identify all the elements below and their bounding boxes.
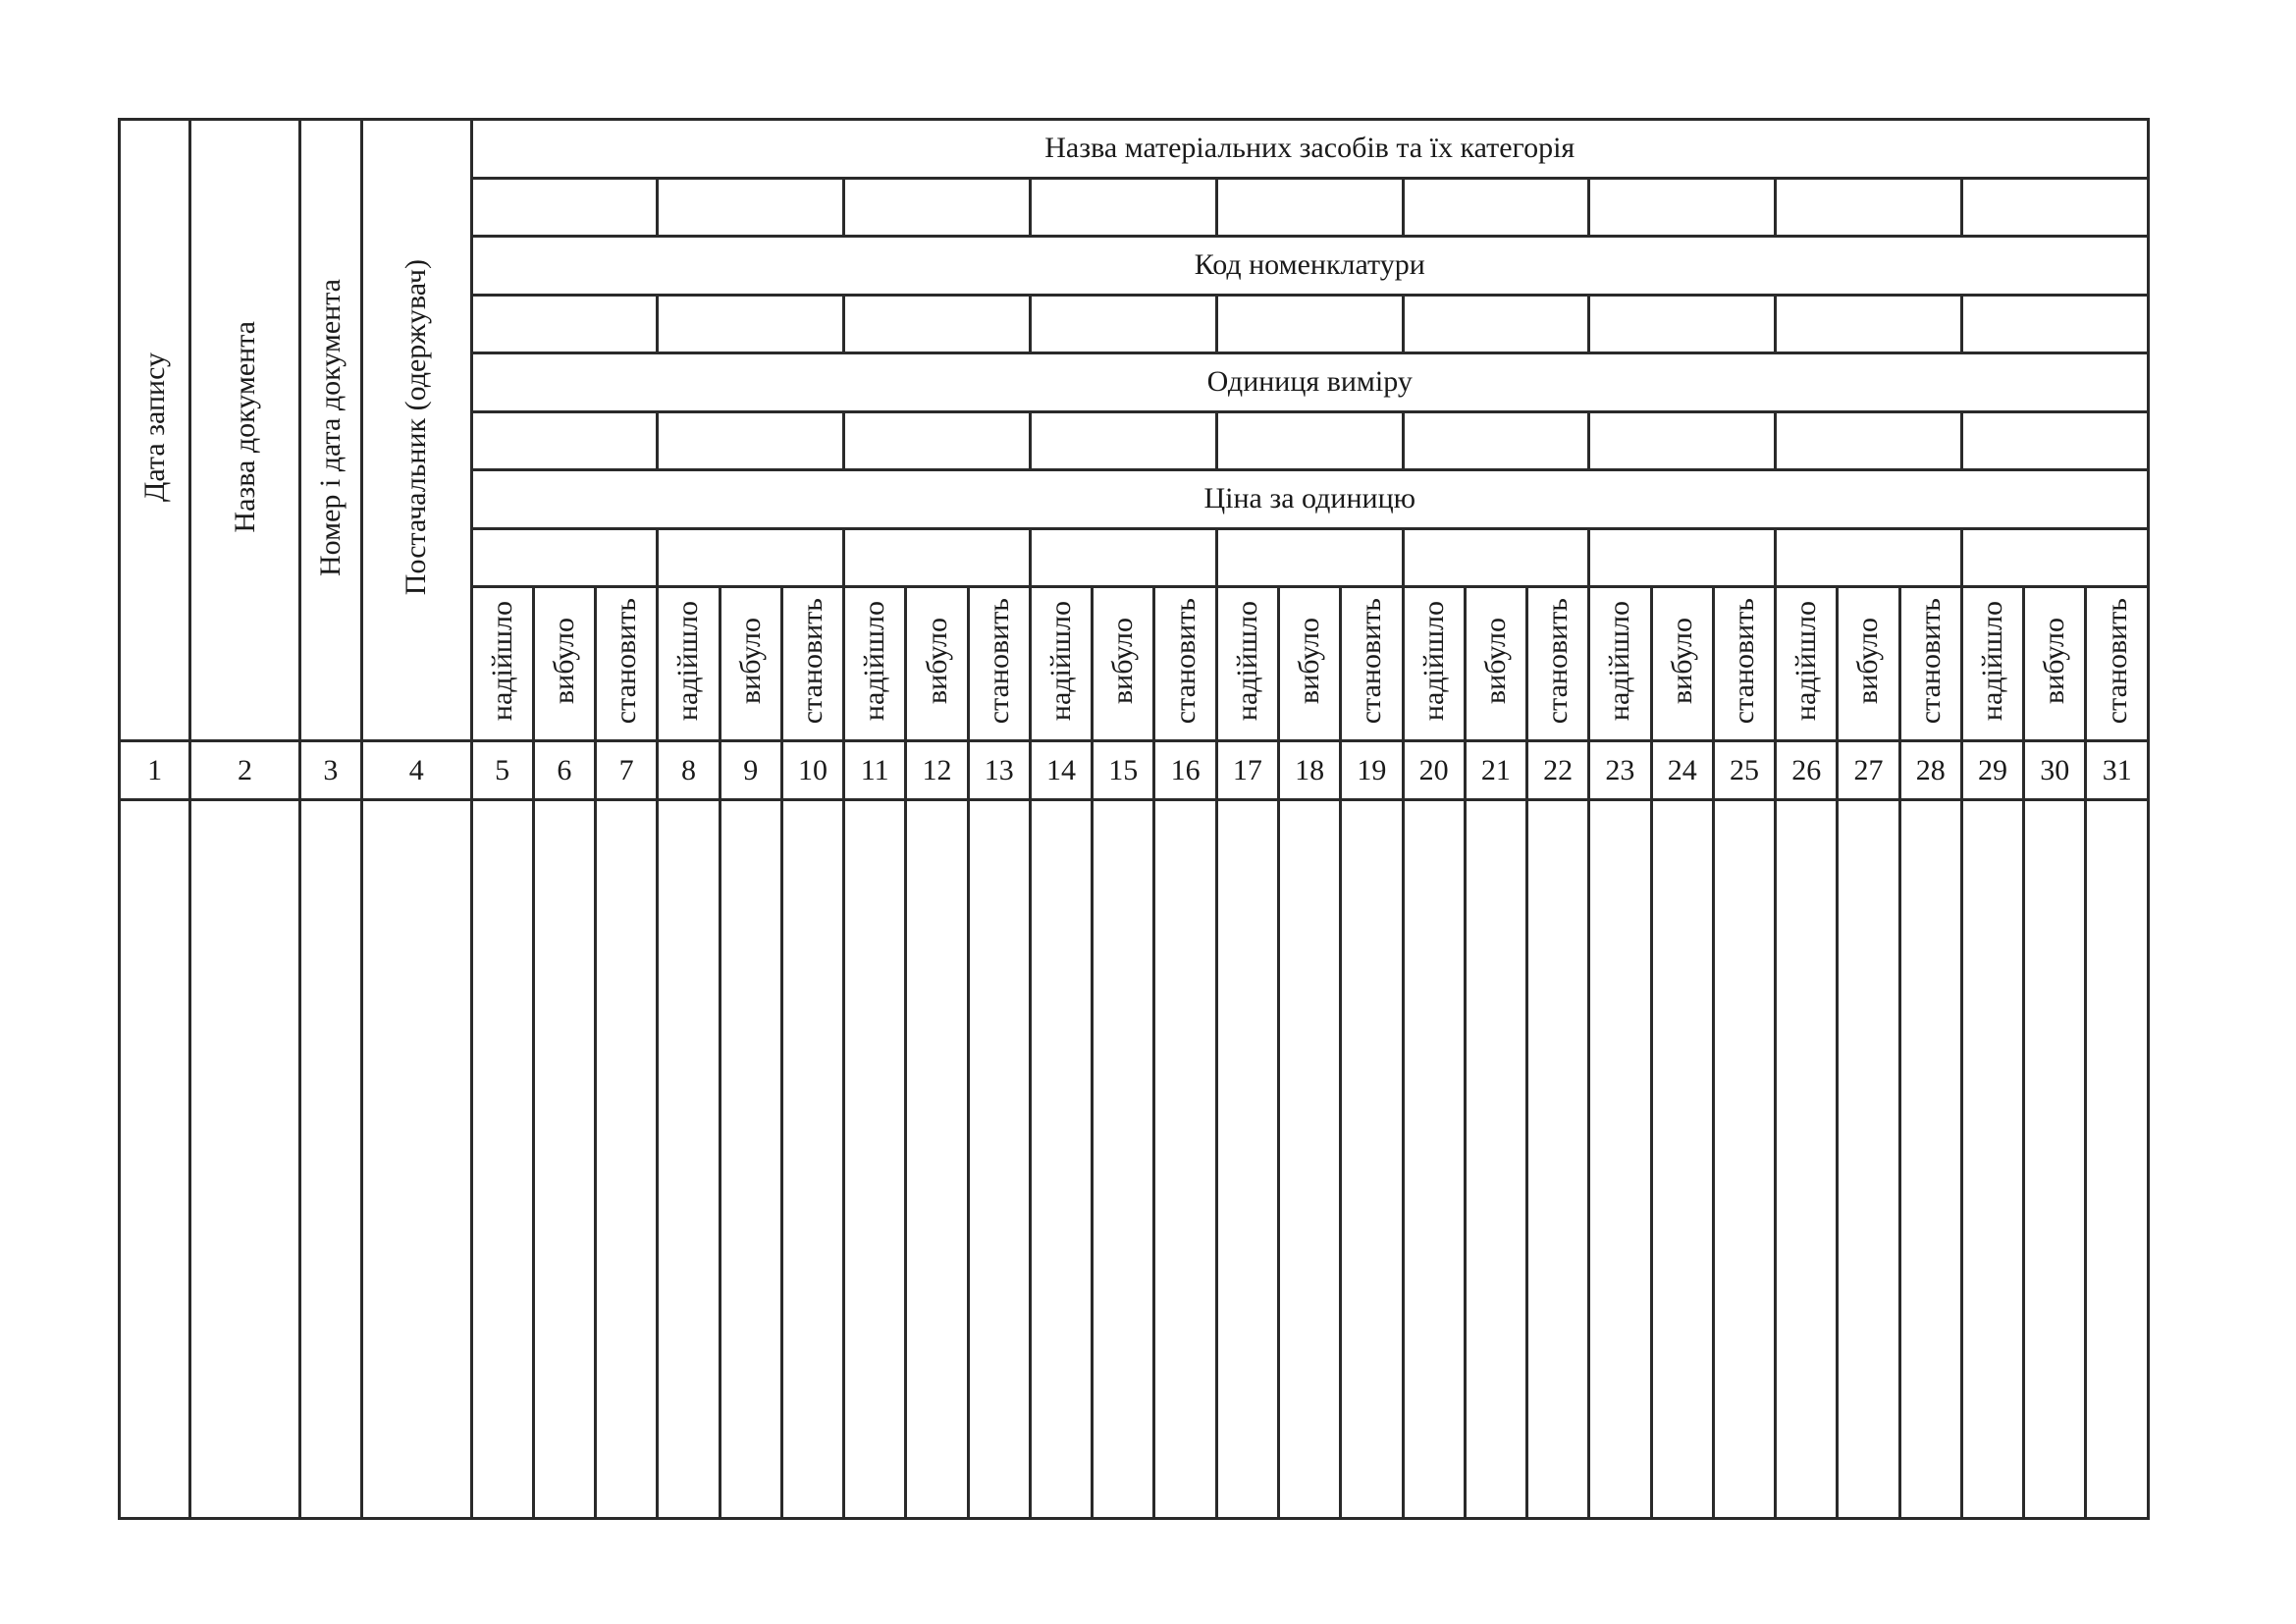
- column-number: 4: [362, 741, 471, 800]
- sub-column-header: [1776, 587, 1838, 741]
- column-number: 2: [190, 741, 299, 800]
- entry-cell[interactable]: [1713, 800, 1775, 1519]
- group-value-cell[interactable]: [1216, 528, 1403, 587]
- sub-column-label: вибуло: [1478, 618, 1512, 704]
- entry-cell[interactable]: [720, 800, 781, 1519]
- entry-cell[interactable]: [1216, 800, 1278, 1519]
- group-value-cell[interactable]: [1030, 411, 1216, 470]
- column-number: 31: [2086, 741, 2149, 800]
- entry-cell[interactable]: [2086, 800, 2149, 1519]
- sub-column-label: вибуло: [547, 618, 580, 704]
- sub-column-label: становить: [1168, 597, 1201, 725]
- sub-column-label: становить: [1355, 597, 1388, 725]
- group-value-cell[interactable]: [658, 528, 844, 587]
- table-row: [120, 120, 2149, 179]
- entry-cell[interactable]: [1341, 800, 1403, 1519]
- sub-column-header: [1403, 587, 1465, 741]
- sub-column-label: надійшло: [1230, 600, 1263, 722]
- sub-column-label: становить: [795, 597, 828, 725]
- entry-cell[interactable]: [471, 800, 533, 1519]
- sub-column-label: надійшло: [671, 600, 705, 722]
- column-number: 3: [299, 741, 361, 800]
- entry-cell[interactable]: [299, 800, 361, 1519]
- column-number: 17: [1216, 741, 1278, 800]
- entry-cell[interactable]: [844, 800, 906, 1519]
- group-value-cell[interactable]: [1589, 528, 1776, 587]
- sub-column-header: [1278, 587, 1340, 741]
- section-title-cell: [471, 120, 2148, 179]
- section-title-cell: [471, 237, 2148, 296]
- sub-column-header: [1838, 587, 1899, 741]
- section-title: Ціна за одиницю: [1203, 482, 1416, 515]
- table-row: [120, 800, 2149, 1519]
- sub-column-header: [1216, 587, 1278, 741]
- sub-column-header: [968, 587, 1030, 741]
- group-value-cell[interactable]: [844, 178, 1031, 237]
- entry-cell[interactable]: [1961, 800, 2023, 1519]
- group-value-cell[interactable]: [1216, 295, 1403, 353]
- sub-column-header: [720, 587, 781, 741]
- sub-column-header: [471, 587, 533, 741]
- entry-cell[interactable]: [120, 800, 190, 1519]
- column-number: 1: [120, 741, 190, 800]
- sub-column-header: [1030, 587, 1092, 741]
- group-value-cell[interactable]: [658, 411, 844, 470]
- sub-column-header: [658, 587, 720, 741]
- column-number: 5: [471, 741, 533, 800]
- group-value-cell[interactable]: [1776, 528, 1962, 587]
- sub-column-header: [1465, 587, 1526, 741]
- group-value-cell[interactable]: [1030, 528, 1216, 587]
- sub-column-label: вибуло: [2038, 618, 2071, 704]
- entry-cell[interactable]: [596, 800, 658, 1519]
- entry-cell[interactable]: [658, 800, 720, 1519]
- group-value-cell[interactable]: [1961, 295, 2148, 353]
- sub-column-label: становить: [982, 597, 1015, 725]
- sub-column-header: [1589, 587, 1651, 741]
- group-value-cell[interactable]: [471, 178, 658, 237]
- sub-column-label: вибуло: [733, 618, 767, 704]
- column-number: 26: [1776, 741, 1838, 800]
- column-number: 8: [658, 741, 720, 800]
- group-value-cell[interactable]: [844, 411, 1031, 470]
- section-title: Код номенклатури: [1194, 248, 1425, 282]
- entry-cell[interactable]: [781, 800, 843, 1519]
- fixed-column-header: [190, 120, 299, 741]
- entry-cell[interactable]: [1465, 800, 1526, 1519]
- column-number: 9: [720, 741, 781, 800]
- entry-cell[interactable]: [1154, 800, 1216, 1519]
- column-number: 30: [2024, 741, 2086, 800]
- sub-column-label: надійшло: [485, 600, 518, 722]
- group-value-cell[interactable]: [844, 528, 1031, 587]
- entry-cell[interactable]: [190, 800, 299, 1519]
- column-number: 24: [1651, 741, 1713, 800]
- fixed-column-label: Назва документа: [228, 321, 261, 533]
- sub-column-header: [1341, 587, 1403, 741]
- table-row: [120, 741, 2149, 800]
- sub-column-header: [596, 587, 658, 741]
- sub-column-label: вибуло: [1851, 618, 1885, 704]
- sub-column-label: становить: [2100, 597, 2133, 725]
- column-number: 15: [1093, 741, 1154, 800]
- sub-column-header: [906, 587, 968, 741]
- column-number: 18: [1278, 741, 1340, 800]
- column-number: 7: [596, 741, 658, 800]
- column-number: 12: [906, 741, 968, 800]
- fixed-column-label: Дата запису: [137, 352, 171, 503]
- sub-column-label: становить: [1727, 597, 1760, 725]
- group-value-cell[interactable]: [1961, 528, 2148, 587]
- sub-column-label: надійшло: [1603, 600, 1636, 722]
- group-value-cell[interactable]: [1030, 178, 1216, 237]
- group-value-cell[interactable]: [1961, 178, 2148, 237]
- entry-cell[interactable]: [1776, 800, 1838, 1519]
- entry-cell[interactable]: [968, 800, 1030, 1519]
- sub-column-label: вибуло: [1293, 618, 1326, 704]
- group-value-cell[interactable]: [1403, 178, 1589, 237]
- sub-column-label: надійшло: [1416, 600, 1450, 722]
- entry-cell[interactable]: [1093, 800, 1154, 1519]
- column-number: 29: [1961, 741, 2023, 800]
- column-number: 23: [1589, 741, 1651, 800]
- column-number: 21: [1465, 741, 1526, 800]
- column-number: 11: [844, 741, 906, 800]
- sub-column-label: вибуло: [1665, 618, 1698, 704]
- group-value-cell[interactable]: [1216, 178, 1403, 237]
- group-value-cell[interactable]: [658, 178, 844, 237]
- sub-column-header: [1899, 587, 1961, 741]
- group-value-cell[interactable]: [658, 295, 844, 353]
- section-title-cell: [471, 470, 2148, 529]
- entry-cell[interactable]: [1651, 800, 1713, 1519]
- sub-column-header: [2024, 587, 2086, 741]
- sub-column-header: [781, 587, 843, 741]
- entry-cell[interactable]: [533, 800, 595, 1519]
- section-title-cell: [471, 353, 2148, 412]
- column-number: 16: [1154, 741, 1216, 800]
- sub-column-header: [1154, 587, 1216, 741]
- column-number: 6: [533, 741, 595, 800]
- sub-column-label: вибуло: [920, 618, 953, 704]
- fixed-column-label: Номер і дата документа: [313, 278, 347, 576]
- group-value-cell[interactable]: [1589, 411, 1776, 470]
- section-title: Одиниця виміру: [1206, 365, 1413, 399]
- ledger-table: [118, 118, 2150, 1520]
- sub-column-label: вибуло: [1106, 618, 1140, 704]
- column-number: 20: [1403, 741, 1465, 800]
- entry-cell[interactable]: [1030, 800, 1092, 1519]
- fixed-column-label: Постачальник (одержувач): [400, 258, 433, 596]
- sub-column-header: [2086, 587, 2149, 741]
- sub-column-label: становить: [1913, 597, 1947, 725]
- group-value-cell[interactable]: [471, 295, 658, 353]
- column-number: 25: [1713, 741, 1775, 800]
- entry-cell[interactable]: [1403, 800, 1465, 1519]
- sub-column-header: [1093, 587, 1154, 741]
- group-value-cell[interactable]: [844, 295, 1031, 353]
- sub-column-header: [1713, 587, 1775, 741]
- group-value-cell[interactable]: [1403, 528, 1589, 587]
- sub-column-header: [1961, 587, 2023, 741]
- sub-column-label: становить: [1541, 597, 1575, 725]
- sub-column-label: надійшло: [1789, 600, 1823, 722]
- sub-column-label: становить: [610, 597, 643, 725]
- group-value-cell[interactable]: [471, 528, 658, 587]
- sub-column-header: [1527, 587, 1589, 741]
- group-value-cell[interactable]: [1776, 295, 1962, 353]
- column-number: 19: [1341, 741, 1403, 800]
- sub-column-header: [1651, 587, 1713, 741]
- fixed-column-header: [120, 120, 190, 741]
- group-value-cell[interactable]: [1589, 178, 1776, 237]
- section-title: Назва матеріальних засобів та їх категорія: [1044, 132, 1575, 165]
- ledger-form: [118, 118, 2150, 1517]
- sub-column-label: надійшло: [858, 600, 891, 722]
- group-value-cell[interactable]: [1216, 411, 1403, 470]
- fixed-column-header: [299, 120, 361, 741]
- fixed-column-header: [362, 120, 471, 741]
- entry-cell[interactable]: [1899, 800, 1961, 1519]
- group-value-cell[interactable]: [1776, 178, 1962, 237]
- entry-cell[interactable]: [1838, 800, 1899, 1519]
- group-value-cell[interactable]: [1776, 411, 1962, 470]
- entry-cell[interactable]: [1278, 800, 1340, 1519]
- entry-cell[interactable]: [362, 800, 471, 1519]
- sub-column-label: надійшло: [1976, 600, 2009, 722]
- group-value-cell[interactable]: [1403, 295, 1589, 353]
- sub-column-header: [533, 587, 595, 741]
- column-number: 28: [1899, 741, 1961, 800]
- entry-cell[interactable]: [906, 800, 968, 1519]
- column-number: 22: [1527, 741, 1589, 800]
- entry-cell[interactable]: [1589, 800, 1651, 1519]
- group-value-cell[interactable]: [471, 411, 658, 470]
- entry-cell[interactable]: [2024, 800, 2086, 1519]
- entry-cell[interactable]: [1527, 800, 1589, 1519]
- column-number: 27: [1838, 741, 1899, 800]
- group-value-cell[interactable]: [1030, 295, 1216, 353]
- column-number: 14: [1030, 741, 1092, 800]
- group-value-cell[interactable]: [1961, 411, 2148, 470]
- column-number: 10: [781, 741, 843, 800]
- sub-column-header: [844, 587, 906, 741]
- column-number: 13: [968, 741, 1030, 800]
- group-value-cell[interactable]: [1589, 295, 1776, 353]
- group-value-cell[interactable]: [1403, 411, 1589, 470]
- sub-column-label: надійшло: [1044, 600, 1078, 722]
